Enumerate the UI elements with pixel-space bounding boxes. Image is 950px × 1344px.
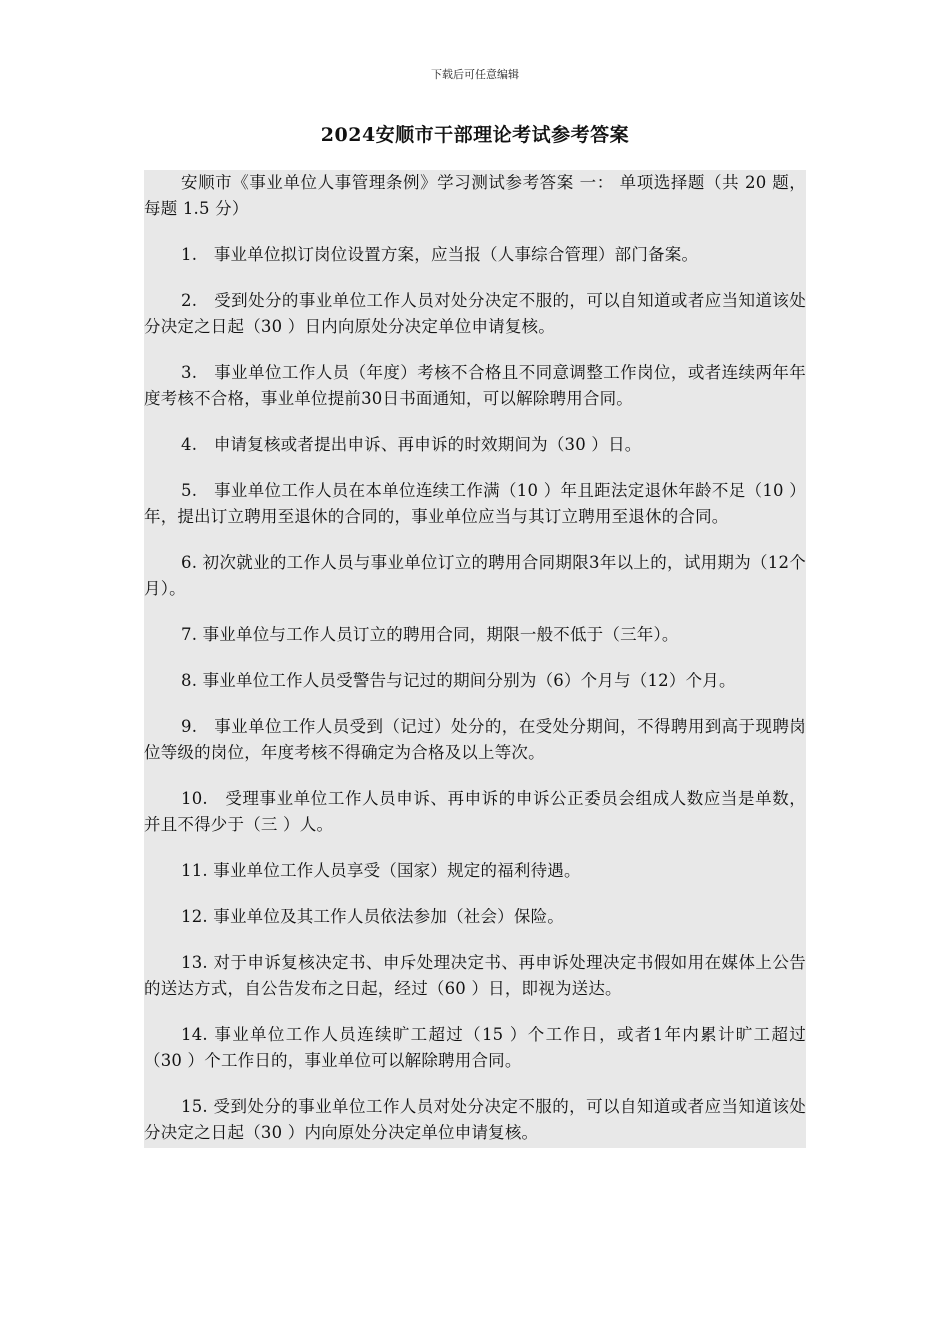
question-11: 11. 事业单位工作人员享受（国家）规定的福利待遇。 [181, 861, 581, 880]
question-8: 8. 事业单位工作人员受警告与记过的期间分别为（6）个月与（12）个月。 [181, 671, 736, 690]
document-body [144, 170, 806, 1148]
document-title: 2024安顺市干部理论考试参考答案 [320, 124, 630, 146]
question-14: 14. 事业单位工作人员连续旷工超过（15 ）个工作日，或者1年内累计旷工超过（30 ）个工作日的，事业单位可以解除聘用合同。 [144, 1025, 806, 1070]
question-5: 5. 事业单位工作人员在本单位连续工作满（10 ）年且距法定退休年龄不足（10 ）年，提出订立聘用至退休的合同的，事业单位应当与其订立聘用至退休的合同。 [144, 481, 806, 526]
question-2: 2. 受到处分的事业单位工作人员对处分决定不服的，可以自知道或者应当知道该处分决定之日起（30 ）日内向原处分决定单位申请复核。 [144, 291, 806, 336]
question-7: 7. 事业单位与工作人员订立的聘用合同，期限一般不低于（三年）。 [181, 625, 679, 644]
header-note: 下载后可任意编辑 [431, 68, 519, 81]
question-3: 3. 事业单位工作人员（年度）考核不合格且不同意调整工作岗位，或者连续两年年度考核不合格，事业单位提前30日书面通知，可以解除聘用合同。 [144, 363, 806, 408]
question-4: 4. 申请复核或者提出申诉、再申诉的时效期间为（30 ）日。 [181, 435, 642, 454]
question-15: 15. 受到处分的事业单位工作人员对处分决定不服的，可以自知道或者应当知道该处分决定之日起（30 ）内向原处分决定单位申请复核。 [144, 1097, 806, 1142]
question-10: 10. 受理事业单位工作人员申诉、再申诉的申诉公正委员会组成人数应当是单数，并且不得少于（三 ）人。 [144, 789, 806, 834]
question-6: 6. 初次就业的工作人员与事业单位订立的聘用合同期限3年以上的，试用期为（12个月）。 [144, 553, 806, 598]
question-13: 13. 对于申诉复核决定书、申斥处理决定书、再申诉处理决定书假如用在媒体上公告的送达方式，自公告发布之日起，经过（60 ）日，即视为送达。 [144, 953, 806, 998]
question-1: 1. 事业单位拟订岗位设置方案，应当报（人事综合管理）部门备案。 [181, 245, 699, 264]
question-9: 9. 事业单位工作人员受到（记过）处分的，在受处分期间，不得聘用到高于现聘岗位等级的岗位，年度考核不得确定为合格及以上等次。 [144, 717, 806, 762]
intro-paragraph: 安顺市《事业单位人事管理条例》学习测试参考答案 一： 单项选择题（共 20 题，每题 1.5 分） [144, 173, 806, 218]
question-12: 12. 事业单位及其工作人员依法参加（社会）保险。 [181, 907, 564, 926]
